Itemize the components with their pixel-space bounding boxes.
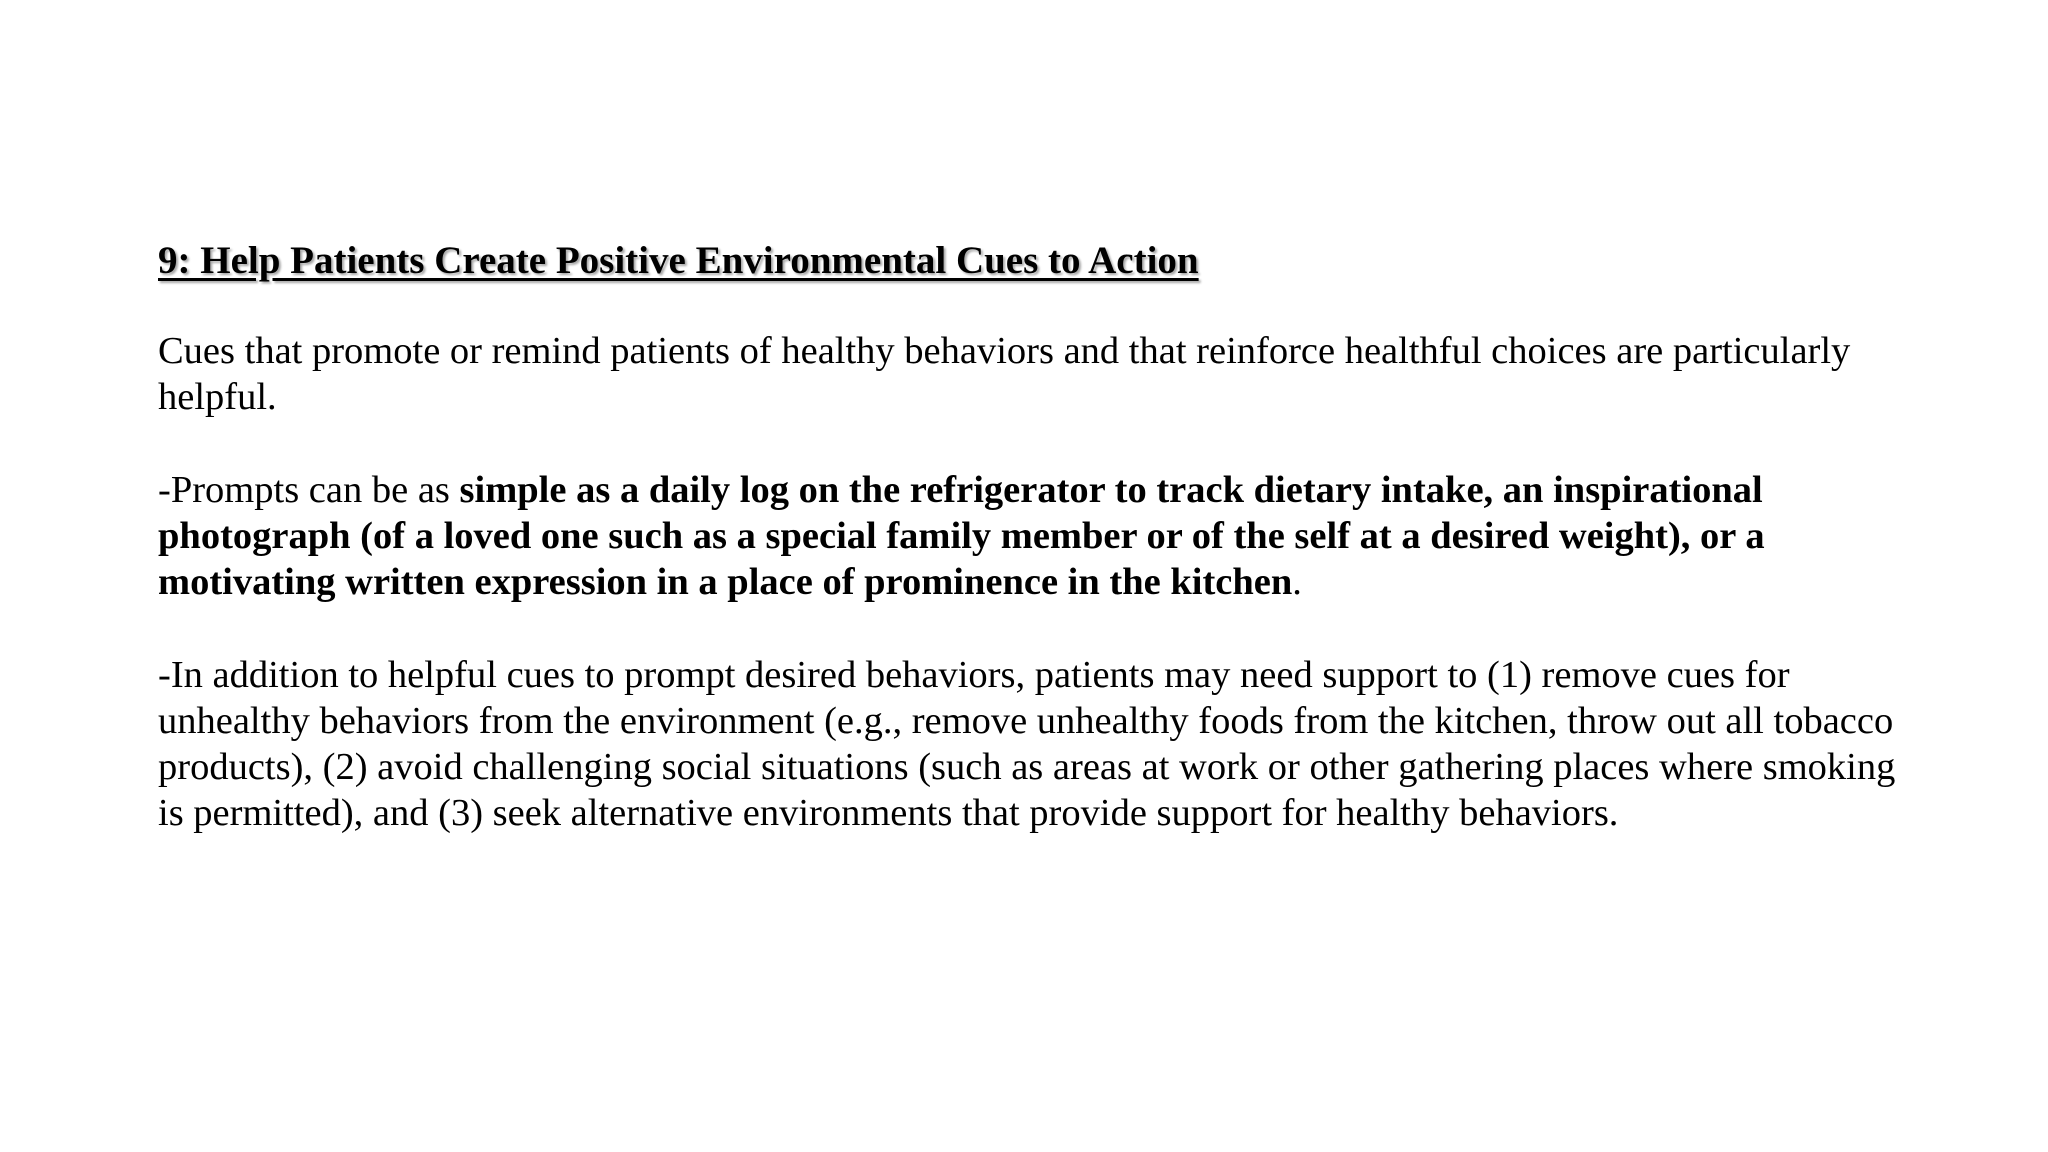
slide-content — [158, 236, 1918, 836]
prompts-bold-text: simple as a daily log on the refrigerator to track dietary intake, an inspirational photograph (of a loved one such as a special family member or of the self at a desired weight), or a motivating written expression in a place of prominence in the kitchen — [158, 469, 1765, 603]
paragraph-support: -In addition to helpful cues to prompt desired behaviors, patients may need support to (1) remove cues for unhealthy behaviors from the environment (e.g., remove unhealthy foods from the kitchen, throw out all tobacco products), (2) avoid challenging social situations (such as areas at work or other gathering places where smoking is permitted), and (3) seek alternative environments that provide support for healthy behaviors. — [158, 654, 1896, 834]
slide-title: 9: Help Patients Create Positive Environmental Cues to Action — [158, 239, 1199, 282]
prompts-prefix: -Prompts can be as — [158, 469, 460, 511]
paragraph-prompts — [158, 467, 1918, 605]
paragraph-cues-intro: Cues that promote or remind patients of healthy behaviors and that reinforce healthful choices are particularly helpful. — [158, 330, 1851, 418]
prompts-suffix: . — [1292, 561, 1302, 603]
